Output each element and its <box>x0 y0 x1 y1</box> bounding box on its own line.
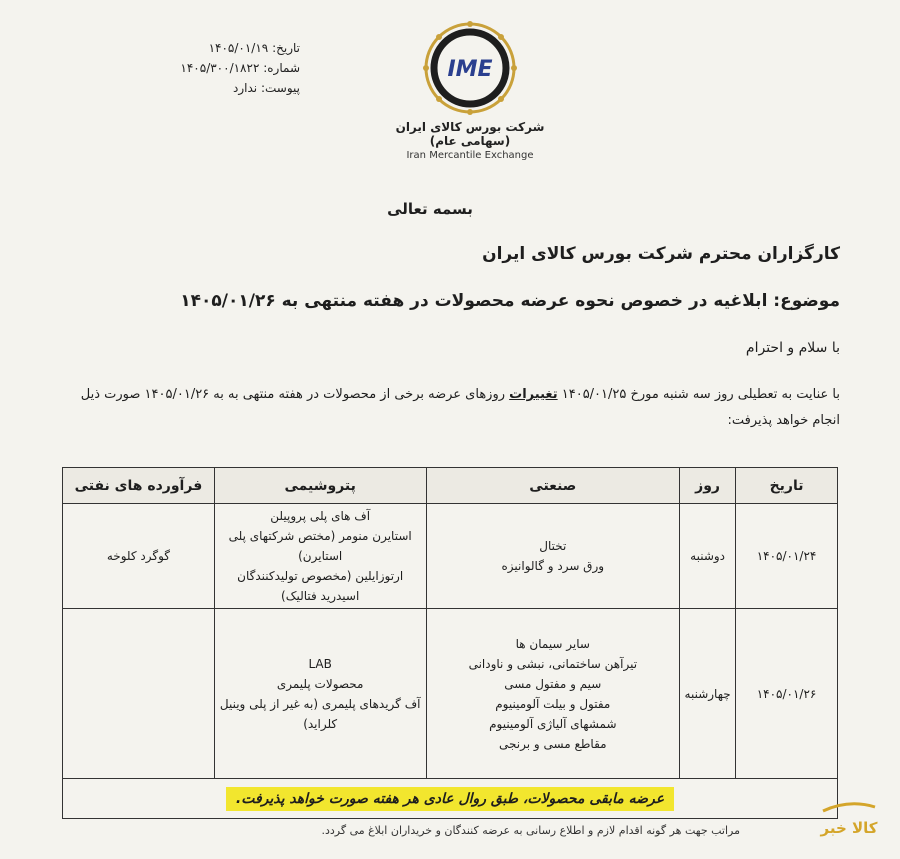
header-date: تاریخ <box>736 468 838 504</box>
cell-industrial: تختال ورق سرد و گالوانیزه <box>426 504 680 609</box>
table-header-row <box>63 468 838 504</box>
cell-oil-products <box>63 609 215 779</box>
letter-meta <box>100 38 300 98</box>
company-name-en: Iran Mercantile Exchange <box>406 150 534 161</box>
svg-text:IME: IME <box>447 57 493 82</box>
cell-day: دوشنبه <box>680 504 736 609</box>
greeting: با سلام و احترام <box>745 340 840 356</box>
emphasis-changes: تغییرات <box>509 387 558 402</box>
ime-emblem-icon <box>422 20 518 116</box>
body-paragraph: با عنایت به تعطیلی روز سه شنبه مورخ ۱۴۰۵/۰۱/۲۵ تغییرات روزهای عرضه برخی از محصولات در هفته منتهی به به ۱۴۰۵/۰۱/۲۶ صورت ذیل انجام خواهد پذیرفت: <box>80 387 840 428</box>
cell-day: چهارشنبه <box>680 609 736 779</box>
cell-date: ۱۴۰۵/۰۱/۲۴ <box>736 504 838 609</box>
header-day: روز <box>680 468 736 504</box>
company-name-fa: شرکت بورس کالای ایران (سهامی عام) <box>395 120 545 148</box>
cell-note <box>63 779 838 819</box>
table-row <box>63 609 838 779</box>
ime-logo <box>380 20 560 161</box>
header-industrial: صنعتی <box>426 468 680 504</box>
cell-oil-products: گوگرد کلوخه <box>63 504 215 609</box>
cell-petrochemical: آف های پلی پروپیلن استایرن منومر (مختص شرکتهای پلی استایرن) ارتوزایلین (مخصوص تولیدکنندگان اسیدرید فتالیک) <box>214 504 426 609</box>
recipient: کارگزاران محترم شرکت بورس کالای ایران <box>482 244 840 264</box>
meta-number: شماره: ۱۴۰۵/۳۰۰/۱۸۲۲ <box>180 61 300 75</box>
cell-petrochemical: LAB محصولات پلیمری آف گریدهای پلیمری (به غیر از پلی وینیل کلراید) <box>214 609 426 779</box>
kala-khabar-logo: کالا خبر <box>804 797 894 837</box>
footer-text: مراتب جهت هر گونه اقدام لازم و اطلاع رسانی به عرضه کنندگان و خریداران ابلاغ می گردد. <box>321 824 740 837</box>
logo-swoosh-icon <box>819 797 879 815</box>
highlighted-note: عرضه مابقی محصولات، طبق روال عادی هر هفته صورت خواهد پذیرفت. <box>226 787 674 811</box>
bismillah: بسمه تعالی <box>387 200 473 218</box>
subject: موضوع: ابلاغیه در خصوص نحوه عرضه محصولات در هفته منتهی به ۱۴۰۵/۰۱/۲۶ <box>180 291 840 311</box>
cell-date: ۱۴۰۵/۰۱/۲۶ <box>736 609 838 779</box>
schedule-table <box>62 467 838 819</box>
meta-attachment: پیوست: ندارد <box>233 81 300 95</box>
table-note-row <box>63 779 838 819</box>
meta-date: تاریخ: ۱۴۰۵/۰۱/۱۹ <box>208 41 300 55</box>
header-oil-products: فرآورده های نفتی <box>63 468 215 504</box>
table-row <box>63 504 838 609</box>
cell-industrial: سایر سیمان ها تیرآهن ساختمانی، نبشی و ناودانی سیم و مفتول مسی مفتول و بیلت آلومینیوم شمشهای آلیاژی آلومینیوم مقاطع مسی و برنجی <box>426 609 680 779</box>
header-petrochemical: پتروشیمی <box>214 468 426 504</box>
